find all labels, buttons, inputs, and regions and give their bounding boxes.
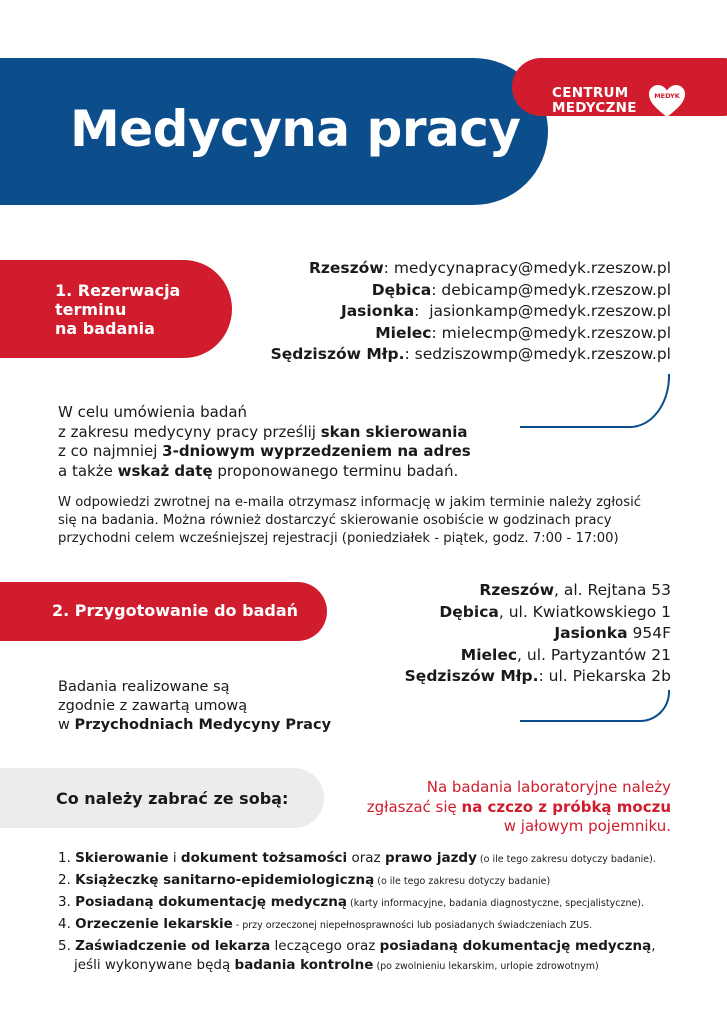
- list-item: 5. Zaświadczenie od lekarza leczącego oraz posiadaną dokumentację medyczną,: [58, 938, 656, 954]
- heart-icon: [648, 84, 686, 118]
- clinic-info: Badania realizowane są zgodnie z zawartą umową w Przychodniach Medycyny Pracy: [58, 679, 332, 733]
- list-item-continuation: jeśli wykonywane będą badania kontrolne (po zwolnieniu lekarskim, urlopie zdrowotnym): [74, 957, 599, 973]
- list-item: 4. Orzeczenie lekarskie - przy orzeczonej niepełnosprawności lub posiadanych świadczeniach ZUS.: [58, 916, 593, 932]
- email-list: [271, 258, 671, 366]
- email-row: Sędziszów Młp.: sedziszowmp@medyk.rzeszow.pl: [270, 345, 671, 363]
- email-row: Dębica: debicamp@medyk.rzeszow.pl: [371, 280, 671, 299]
- list-item: 2. Książeczkę sanitarno-epidemiologiczną (o ile tego zakresu dotyczy badanie): [58, 872, 551, 888]
- email-link[interactable]: mielecmp@medyk.rzeszow.pl: [441, 323, 671, 342]
- email-row: Mielec: mielecmp@medyk.rzeszow.pl: [375, 323, 671, 342]
- lab-note: Na badania laboratoryjne należy zgłaszać się na czczo z próbką moczu w jałowym pojemniku.: [366, 778, 671, 835]
- email-link[interactable]: medycynapracy@medyk.rzeszow.pl: [393, 259, 671, 277]
- email-link[interactable]: debicamp@medyk.rzeszow.pl: [441, 280, 671, 299]
- section2-label: 2. Przygotowanie do badań: [52, 601, 299, 620]
- logo-line-1: CENTRUM: [552, 85, 629, 101]
- decorative-arc: [520, 374, 670, 428]
- email-row: Jasionka: jasionkamp@medyk.rzeszow.pl: [340, 302, 671, 320]
- logo-line-2: MEDYCZNE: [552, 100, 637, 116]
- address-row: Jasionka 954F: [554, 624, 671, 642]
- logo-heart-text: MEDYK: [654, 92, 680, 100]
- email-row: Rzeszów: medycynapracy@medyk.rzeszow.pl: [308, 259, 671, 277]
- address-list: [405, 580, 671, 688]
- email-link[interactable]: jasionkamp@medyk.rzeszow.pl: [429, 302, 671, 320]
- required-items-list: [58, 848, 656, 975]
- email-link[interactable]: sedziszowmp@medyk.rzeszow.pl: [414, 345, 671, 363]
- list-item: 1. Skierowanie i dokument tożsamości oraz prawo jazdy (o ile tego zakresu dotyczy badanie).: [58, 850, 656, 866]
- decorative-arc: [520, 690, 670, 722]
- logo: [552, 86, 637, 116]
- address-row: Dębica, ul. Kwiatkowskiego 1: [439, 602, 671, 621]
- section1-label: 1. Rezerwacja terminu na badania: [55, 281, 181, 338]
- list-item: 3. Posiadaną dokumentację medyczną (karty informacyjne, badania diagnostyczne, specjalistyczne).: [58, 894, 645, 910]
- address-row: Sędziszów Młp.: ul. Piekarska 2b: [404, 667, 671, 685]
- booking-instructions: W celu umówienia badań z zakresu medycyny pracy prześlij skan skierowania z co najmniej 3-dniowym wyprzedzeniem na adres a także wskaż datę proponowanego terminu badań.: [58, 403, 471, 480]
- reply-info: W odpowiedzi zwrotnej na e-maila otrzymasz informację w jakim terminie należy zgłosić się na badania. Można również dostarczyć skierowanie osobiście w godzinach pracy przychodni celem wcześniejszej rejestracji (poniedziałek - piątek, godz. 7:00 - 17:00): [58, 495, 642, 546]
- section3-label: Co należy zabrać ze sobą:: [56, 789, 289, 808]
- address-row: Mielec, ul. Partyzantów 21: [460, 645, 671, 664]
- page-title: Medycyna pracy: [70, 100, 521, 158]
- address-row: Rzeszów, al. Rejtana 53: [479, 581, 671, 599]
